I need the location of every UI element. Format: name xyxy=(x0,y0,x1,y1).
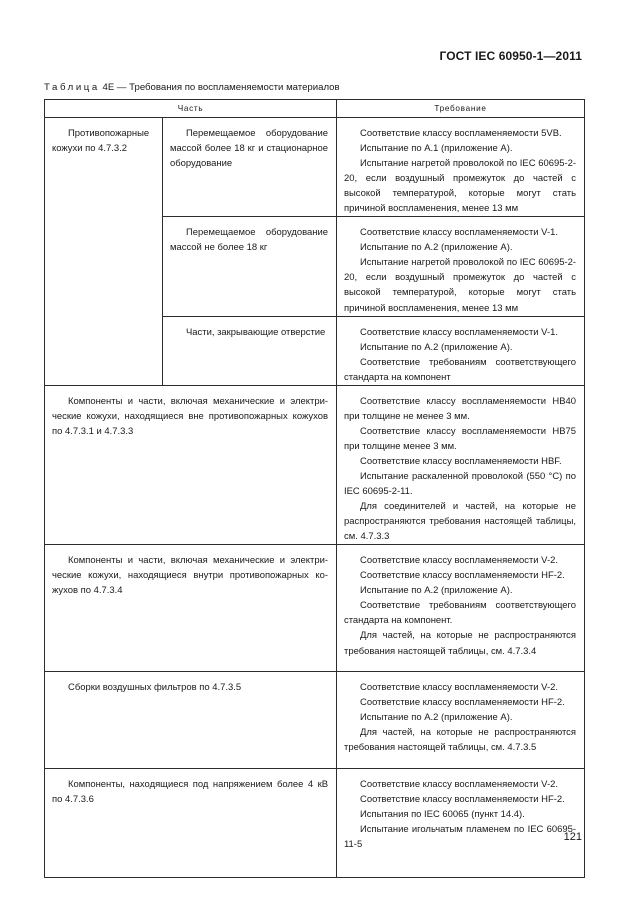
requirement-line: Для частей, на которые не распространяются требования настоящей таблицы, см. 4.7.3.4 xyxy=(344,630,576,657)
requirement-line: Испытание игольчатым пламенем по IEC 60695-11-5 xyxy=(344,824,576,851)
requirement-line: Соответствие классу воспламеняемости 5VB. xyxy=(360,128,562,139)
table-caption-text: 4Е — Требования по воспламеняемости материалов xyxy=(102,82,340,93)
sub-part-text: Части, закрывающие отверстие xyxy=(186,326,326,338)
requirement-line: Испытание по А.2 (приложение А). xyxy=(360,341,513,353)
requirement-line: Испытание по А.2 (приложение А). xyxy=(360,585,513,597)
requirement-line: Испытание нагретой проволокой по IEC 60695-2-20, если воздушный промежуток до частей с высокой температурой, которые могут стать причиной воспламенения, менее 13 мм xyxy=(344,257,576,314)
requirement-line: Соответствие классу воспламеняемости V-2. xyxy=(360,682,558,694)
requirement-line: Соответствие требованиям соответствующего стандарта на компонент xyxy=(344,356,576,383)
fire-enclosures-label: Противопожарные кожухи по 4.7.3.2 xyxy=(52,128,150,155)
requirement-line: Соответствие требованиям соответствующего стандарта на компонент. xyxy=(344,600,576,627)
requirement-line: Испытание по А.1 (приложение А). xyxy=(360,143,513,155)
requirement-cell xyxy=(337,118,585,217)
requirement-cell xyxy=(337,217,585,316)
requirement-line: Для соединителей и частей, на которые не распространяются требования настоящей таблицы, см. 4.7.3.3 xyxy=(344,501,576,543)
requirement-line: Соответствие классу воспламеняемости V-2. xyxy=(360,779,558,791)
table-caption-label: Таблица xyxy=(44,82,100,93)
page-number: 121 xyxy=(563,831,582,843)
part-cell xyxy=(45,385,337,544)
sub-part-text: Перемещаемое оборудование массой более 18 кг и стационарное оборудование xyxy=(170,128,328,170)
requirement-line: Соответствие классу воспламеняемости НF-2. xyxy=(360,794,565,806)
part-text: Сборки воздушных фильтров по 4.7.3.5 xyxy=(68,682,242,694)
requirement-line: Для частей, на которые не распространяются требования настоящей таблицы, см. 4.7.3.5 xyxy=(344,727,576,754)
table-row xyxy=(45,672,585,769)
part-cell xyxy=(45,545,337,672)
requirement-line: Испытание по А.2 (приложение А). xyxy=(360,712,513,724)
requirement-cell xyxy=(337,545,585,672)
table-row xyxy=(45,545,585,672)
sub-part-cell xyxy=(163,217,337,316)
requirement-cell xyxy=(337,385,585,544)
requirement-cell xyxy=(337,316,585,385)
sub-part-cell xyxy=(163,316,337,385)
part-cell xyxy=(45,672,337,769)
requirement-line: Соответствие классу воспламеняемости НF-2. xyxy=(360,697,565,709)
sub-part-cell xyxy=(163,118,337,217)
fire-enclosures-cell xyxy=(45,118,163,386)
part-cell xyxy=(45,769,337,878)
table-row xyxy=(45,118,585,217)
table-caption xyxy=(44,82,340,93)
requirement-line: Испытание по А.2 (приложение А). xyxy=(360,242,513,254)
column-header-requirement: Требование xyxy=(337,100,585,118)
requirement-cell xyxy=(337,769,585,878)
requirement-line: Соответствие классу воспламеняемости V-1. xyxy=(360,326,558,338)
requirement-line: Соответствие классу воспламеняемости НВF. xyxy=(360,455,562,467)
requirement-line: Соответствие классу воспламеняемости НВ75 при толщине менее 3 мм. xyxy=(344,425,576,452)
document-code: ГОСТ IEC 60950-1—2011 xyxy=(439,49,582,63)
table-header-row xyxy=(45,100,585,118)
requirement-line: Испытание раскаленной проволокой (550 °С) по IEC 60695-2-11. xyxy=(344,470,576,498)
requirements-table xyxy=(44,99,585,878)
sub-part-text: Перемещаемое оборудование массой не более 18 кг xyxy=(170,227,328,254)
requirement-line: Соответствие классу воспламеняемости НВ40 при толщине не менее 3 мм. xyxy=(344,395,576,422)
requirement-line: Испытание нагретой проволокой по IEC 60695-2-20, если воздушный промежуток до частей с высокой температурой, которые могут стать причиной воспламенения, менее 13 мм xyxy=(344,158,576,215)
part-text: Компоненты и части, включая механические и электрические кожухи, находящиеся вне противопожарных кожухов по 4.7.3.1 и 4.7.3.3 xyxy=(52,395,328,437)
table-row xyxy=(45,385,585,544)
part-text: Компоненты и части, включая механические и электрические кожухи, находящиеся внутри противопожарных кожухов по 4.7.3.4 xyxy=(52,555,328,597)
part-text: Компоненты, находящиеся под напряжением более 4 кВ по 4.7.3.6 xyxy=(52,779,328,806)
requirement-line: Испытания по IEC 60065 (пункт 14.4). xyxy=(360,809,525,821)
table-row xyxy=(45,769,585,878)
column-header-part: Часть xyxy=(45,100,337,118)
requirement-line: Соответствие классу воспламеняемости V-1. xyxy=(360,227,558,239)
requirement-line: Соответствие классу воспламеняемости V-2. xyxy=(360,555,558,567)
requirement-line: Соответствие классу воспламеняемости НF-2. xyxy=(360,570,565,582)
requirement-cell xyxy=(337,672,585,769)
